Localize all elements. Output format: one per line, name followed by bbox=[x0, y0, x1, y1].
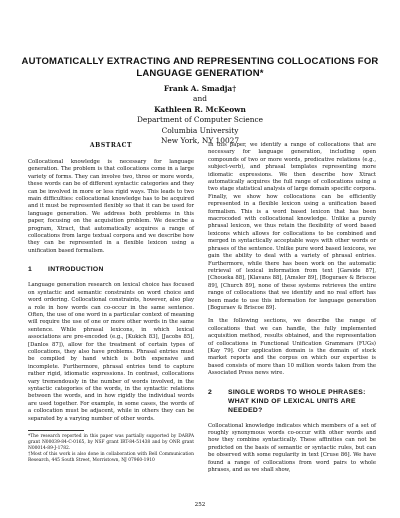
introduction-text: Language generation research on lexical choice has focused on syntactic and semantic constraints on word choice and word ordering. Collocational constraints, however, also play a role in how words can co-occur in the same sentence. Often, the use of one word in a particular context of meaning will require the use of one or more other words in the same sentence. While phrasal lexicons, in which lexical associations are pre-encoded (e.g., [Kukich 83], [Jacobs 85], [Danlos 87]), allow for the treatment of certain types of collocations, they also have problems. Phrasal entries must be compiled by hand which is both expensive and incomplete. Furthermore, phrasal entries tend to capture rather rigid, idiomatic expressions. In contrast, collocations vary tremendously in the number of words involved, in the syntactic categories of the words, in the syntactic relations between the words, and in how rigidly the individual words are used together. For example, in some cases, the words of a collocation must be adjacent, while in others they can be separated by a varying number of other words. bbox=[28, 282, 194, 422]
right-column bbox=[208, 142, 376, 474]
footnote-rule bbox=[28, 430, 84, 431]
section-2-number: 2 bbox=[208, 388, 213, 396]
section-2-title: SINGLE WORDS TO WHOLE PHRASES: WHAT KIND OF LEXICAL UNITS ARE NEEDED? bbox=[228, 388, 366, 414]
section-1-heading bbox=[28, 265, 194, 274]
footnote-funding: *The research reported in this paper was partially supported by DARPA grant N00039-84-C-0165, by NSF grant IRT-84-51438 and by ONR grant N00014-89-J-1782. bbox=[28, 434, 194, 451]
left-column bbox=[28, 142, 194, 465]
affiliation-dept: Department of Computer Science bbox=[137, 115, 263, 125]
affiliation-city: New York, NY 10027 bbox=[160, 136, 240, 146]
abstract-heading: ABSTRACT bbox=[89, 142, 133, 149]
section-1-number: 1 bbox=[28, 266, 33, 274]
abstract-text: Collocational knowledge is necessary for language generation. The problem is that collocations come in a large variety of forms. They can involve two, three or more words, these words can be of different syntactic categories and they can be involved in more or less rigid ways. This leads to two main difficulties: collocational knowledge has to be acquired and it must be represented flexibly so that it can be used for language generation. We address both problems in this paper, focusing on the acquisition problem. We describe a program, Xtract, that automatically acquires a range of collocations from large textual corpora and we describe how they can be represented in a flexible lexicon using a unification based formalism. bbox=[28, 159, 194, 254]
section-1-title: INTRODUCTION bbox=[48, 266, 104, 274]
author-block bbox=[20, 84, 380, 146]
footnote-affiliation: †Most of this work is also done in collaboration with Bell Communication Research, 445 South Street, Morristown, NJ 07960-1910 bbox=[28, 452, 194, 464]
affiliation-univ: Columbia University bbox=[161, 125, 239, 135]
page-number: 252 bbox=[194, 502, 206, 508]
right-paragraph-2: In the following sections, we describe the range of collocations that we can handle, the fully implemented acquisition method, results obtained, and the representation of collocations in Functional Unification Grammars (FUGs) [Kay 79]. Our application domain is the domain of stock market reports and the corpus on which our expertise is based consists of more than 10 million words taken from the Associated Press news wire. bbox=[208, 318, 376, 377]
author-1: Frank A. Smadja† bbox=[163, 84, 237, 93]
author-conjunction: and bbox=[193, 94, 207, 104]
paper-title: AUTOMATICALLY EXTRACTING AND REPRESENTING COLLOCATIONS FOR LANGUAGE GENERATION* bbox=[21, 56, 379, 79]
section-2-text: Collocational knowledge indicates which members of a set of roughly synonymous words co-occur with other words and how they combine syntactically. These affinities can not be predicted on the basis of semantic or syntactic rules, but can be observed with some regularity in text [Cruse 86]. We have found a range of collocations from word pairs to whole phrases, and as we shall show, bbox=[208, 422, 376, 474]
section-2-heading bbox=[208, 388, 376, 415]
author-2: Kathleen R. McKeown bbox=[154, 104, 246, 114]
right-paragraph-1: In this paper, we identify a range of collocations that are necessary for language generation, including open compounds of two or more words, predicative relations (e.g., subject-verb), and phrasal templates representing more idiomatic expressions. We then describe how Xtract automatically acquires the full range of collocations using a two stage statistical analysis of large domain specific corpora. Finally, we show how collocations can be efficiently represented in a flexible lexicon using a unification based formalism. This is a word based lexicon that has been macrocoded with collocational knowledge. Unlike a purely phrasal lexicon, we thus retain the flexibility of word based lexicons which allows for collocations to be combined and merged in syntactically acceptable ways with other words or phrases of the sentence. Unlike pure word based lexicons, we gain the ability to deal with a variety of phrasal entries. Furthermore, while there has been work on the automatic retrieval of lexical information from text [Garside 87], [Choueka 88], [Klavans 88], [Amsler 89], [Boguraev & Briscoe 89], [Church 89], none of these systems retrieves the entire range of collocations that we identify and no real effort has been made to use this information for language generation [Boguraev & Briscoe 89]. bbox=[208, 142, 376, 311]
